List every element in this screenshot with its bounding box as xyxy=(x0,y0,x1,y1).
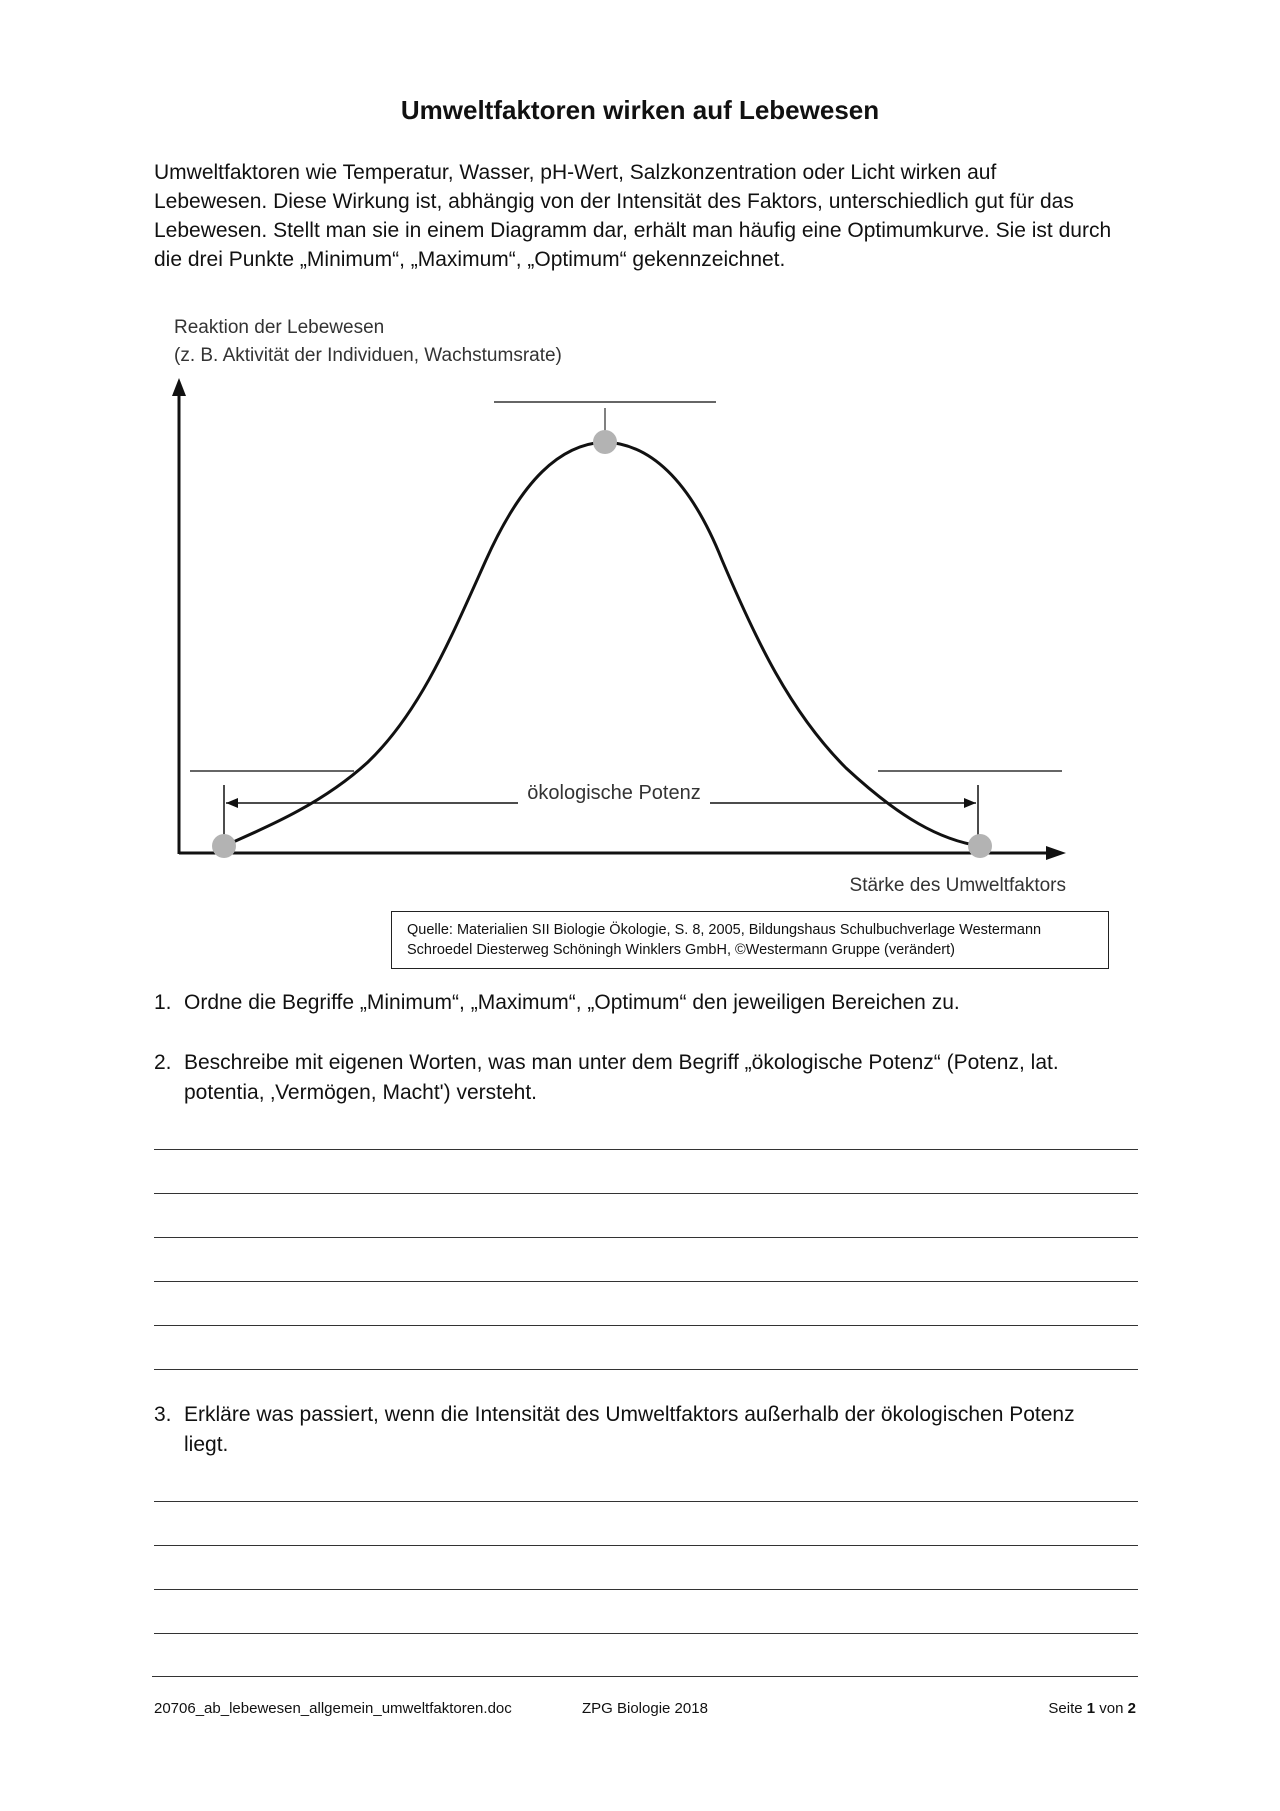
answer-line[interactable] xyxy=(154,1325,1138,1326)
page-total: 2 xyxy=(1127,1700,1136,1717)
y-axis-label-line1: Reaktion der Lebewesen xyxy=(174,317,385,338)
answer-line[interactable] xyxy=(154,1149,1138,1150)
task-number: 1. xyxy=(154,991,172,1014)
x-axis-arrowhead xyxy=(1046,846,1066,860)
task-text: Beschreibe mit eigenen Worten, was man unter dem Begriff „ökologische Potenz“ (Potenz, lat. potentia, ‚Vermögen, Macht') versteht. xyxy=(184,1051,1059,1104)
task-text: Erkläre was passiert, wenn die Intensität des Umweltfaktors außerhalb der ökologischen Potenz liegt. xyxy=(184,1403,1075,1456)
task-number: 3. xyxy=(154,1403,172,1426)
y-axis-arrowhead xyxy=(172,378,186,396)
answer-line[interactable] xyxy=(154,1501,1138,1502)
minimum-point xyxy=(212,834,236,858)
source-line-2: Schroedel Diesterweg Schöningh Winklers GmbH, ©Westermann Gruppe (verändert) xyxy=(407,942,955,958)
task-text: Ordne die Begriffe „Minimum“, „Maximum“, „Optimum“ den jeweiligen Bereichen zu. xyxy=(184,991,960,1014)
footer-divider xyxy=(152,1676,1138,1677)
task-3 xyxy=(154,1400,1114,1460)
answer-line[interactable] xyxy=(154,1281,1138,1282)
x-axis-label: Stärke des Umweltfaktors xyxy=(849,875,1066,896)
task-1 xyxy=(154,988,1114,1018)
range-arrow-left xyxy=(226,798,238,808)
range-label: ökologische Potenz xyxy=(527,782,701,804)
answer-line[interactable] xyxy=(154,1545,1138,1546)
footer-page-number xyxy=(1048,1700,1136,1717)
optimum-curve-diagram xyxy=(0,300,1280,980)
range-arrow-right xyxy=(964,798,976,808)
footer-center: ZPG Biologie 2018 xyxy=(582,1700,708,1717)
source-line-1: Quelle: Materialien SII Biologie Ökologie, S. 8, 2005, Bildungshaus Schulbuchverlage Westermann xyxy=(407,922,1042,938)
answer-line[interactable] xyxy=(154,1369,1138,1370)
answer-line[interactable] xyxy=(154,1589,1138,1590)
maximum-point xyxy=(968,834,992,858)
answer-line[interactable] xyxy=(154,1633,1138,1634)
task-2 xyxy=(154,1048,1114,1108)
page-title: Umweltfaktoren wirken auf Lebewesen xyxy=(400,95,880,125)
answer-line[interactable] xyxy=(154,1237,1138,1238)
footer-filename: 20706_ab_lebewesen_allgemein_umweltfaktoren.doc xyxy=(154,1700,512,1717)
page-prefix: Seite xyxy=(1048,1700,1087,1717)
task-number: 2. xyxy=(154,1051,172,1074)
source-citation xyxy=(391,911,1109,969)
optimum-point xyxy=(593,430,617,454)
page-current: 1 xyxy=(1086,1700,1096,1717)
page-middle: von xyxy=(1095,1700,1128,1717)
answer-line[interactable] xyxy=(154,1193,1138,1194)
y-axis-label-line2: (z. B. Aktivität der Individuen, Wachstumsrate) xyxy=(174,345,562,366)
intro-paragraph: Umweltfaktoren wie Temperatur, Wasser, pH-Wert, Salzkonzentration oder Licht wirken auf Lebewesen. Diese Wirkung ist, abhängig von der Intensität des Faktors, unterschiedlich gut für das Lebewesen. Stellt man sie in einem Diagramm dar, erhält man häufig eine Optimumkurve. Sie ist durch die drei Punkte „Minimum“, „Maximum“, „Optimum“ gekennzeichnet. xyxy=(154,161,1112,271)
